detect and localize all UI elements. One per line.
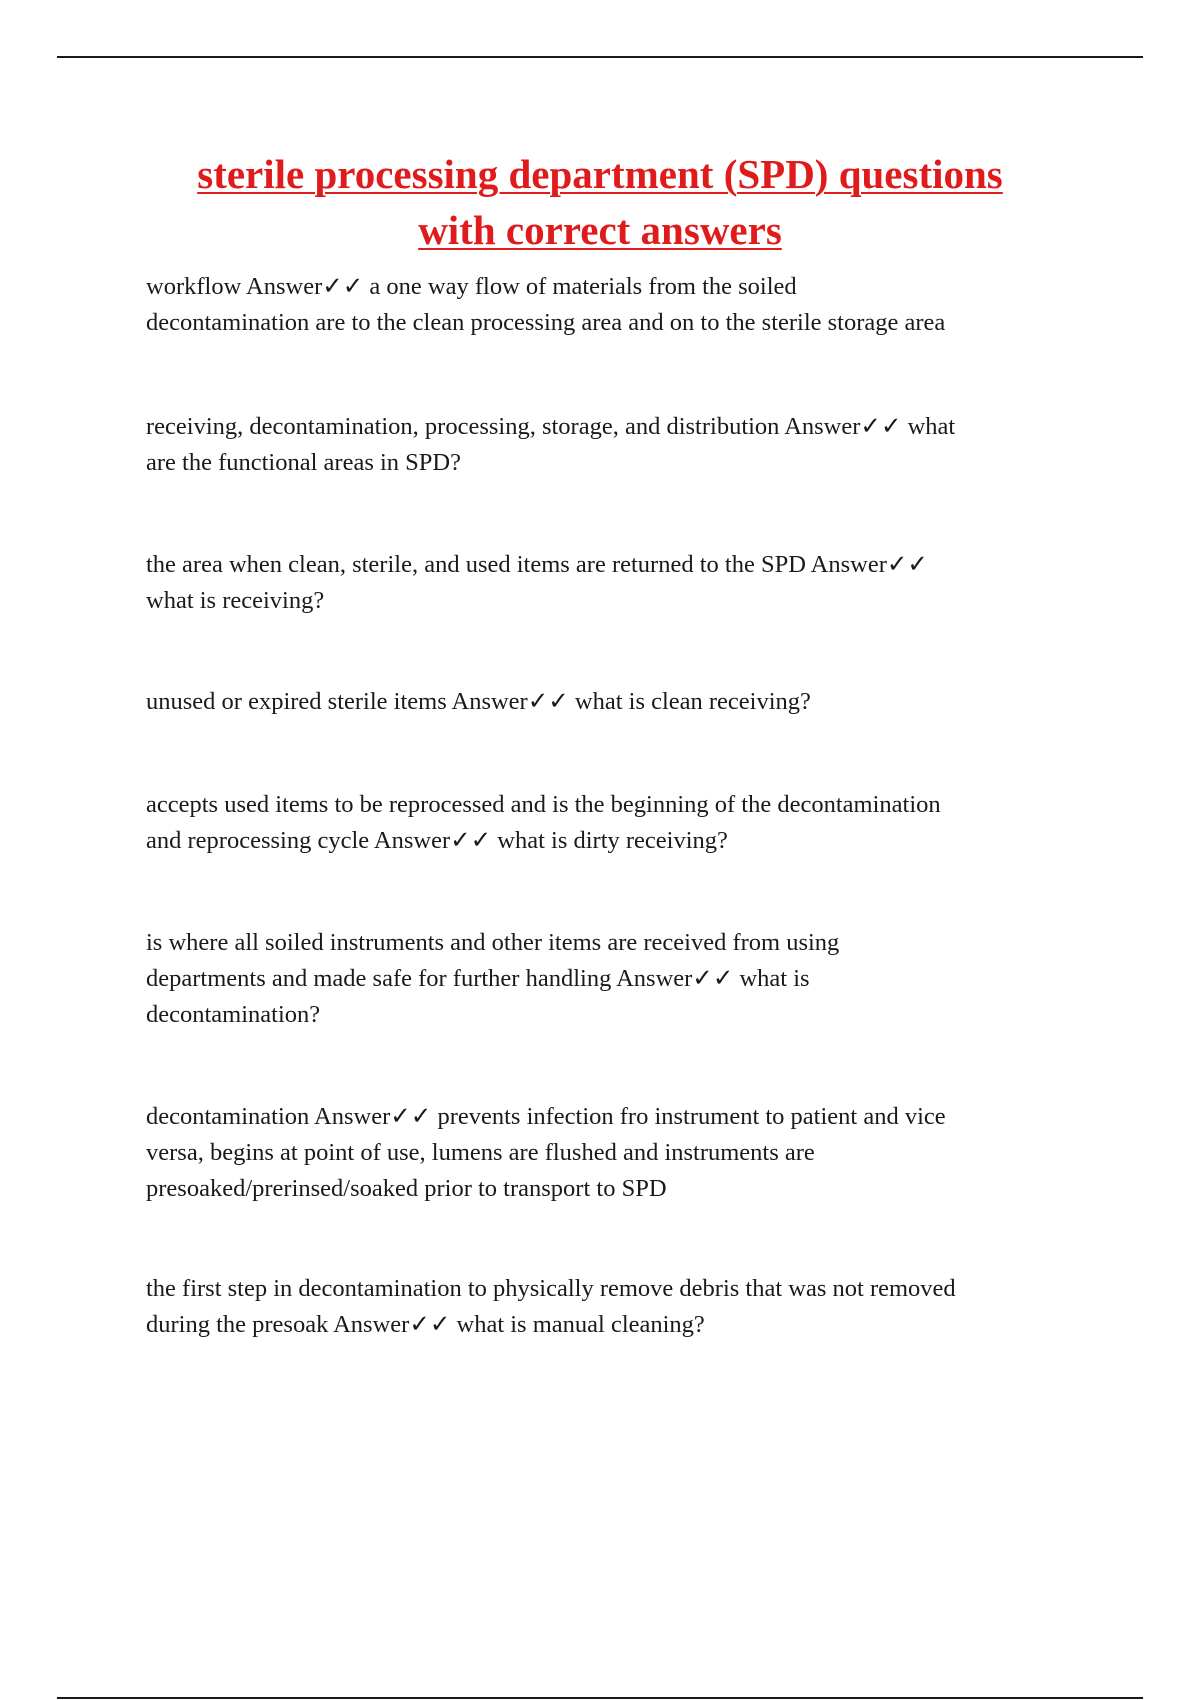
qa-line: unused or expired sterile items Answer✓✓ what is clean receiving? <box>146 688 811 715</box>
title-line: with correct answers <box>418 207 782 253</box>
qa-line: decontamination Answer✓✓ prevents infection fro instrument to patient and vice <box>146 1103 946 1130</box>
top-rule <box>57 56 1143 58</box>
qa-line: the first step in decontamination to physically remove debris that was not removed <box>146 1275 956 1302</box>
qa-item-clean-receiving <box>146 684 1086 720</box>
qa-line: versa, begins at point of use, lumens are flushed and instruments are <box>146 1139 815 1166</box>
qa-line: accepts used items to be reprocessed and is the beginning of the decontamination <box>146 791 941 818</box>
qa-line: decontamination? <box>146 1001 321 1028</box>
qa-line: and reprocessing cycle Answer✓✓ what is dirty receiving? <box>146 827 728 854</box>
qa-line: decontamination are to the clean processing area and on to the sterile storage area <box>146 309 946 336</box>
qa-line: receiving, decontamination, processing, storage, and distribution Answer✓✓ what <box>146 413 956 440</box>
qa-line: is where all soiled instruments and other items are received from using <box>146 929 840 956</box>
title-line: sterile processing department (SPD) questions <box>197 151 1003 197</box>
qa-item-manual-cleaning <box>146 1271 1086 1343</box>
qa-item-dirty-receiving <box>146 787 1086 859</box>
bottom-rule <box>57 1697 1143 1699</box>
qa-line: during the presoak Answer✓✓ what is manual cleaning? <box>146 1311 705 1338</box>
qa-item-workflow <box>146 269 1086 341</box>
qa-line: presoaked/prerinsed/soaked prior to transport to SPD <box>146 1175 667 1202</box>
qa-line: departments and made safe for further handling Answer✓✓ what is <box>146 965 810 992</box>
qa-item-receiving <box>146 547 1086 619</box>
qa-line: are the functional areas in SPD? <box>146 449 461 476</box>
qa-line: what is receiving? <box>146 587 325 614</box>
qa-item-decontamination-purpose <box>146 1099 1086 1207</box>
qa-item-decontamination <box>146 925 1086 1033</box>
qa-line: the area when clean, sterile, and used items are returned to the SPD Answer✓✓ <box>146 551 928 578</box>
qa-line: workflow Answer✓✓ a one way flow of materials from the soiled <box>146 273 797 300</box>
qa-item-functional-areas <box>146 409 1086 481</box>
page-title <box>100 146 1100 258</box>
